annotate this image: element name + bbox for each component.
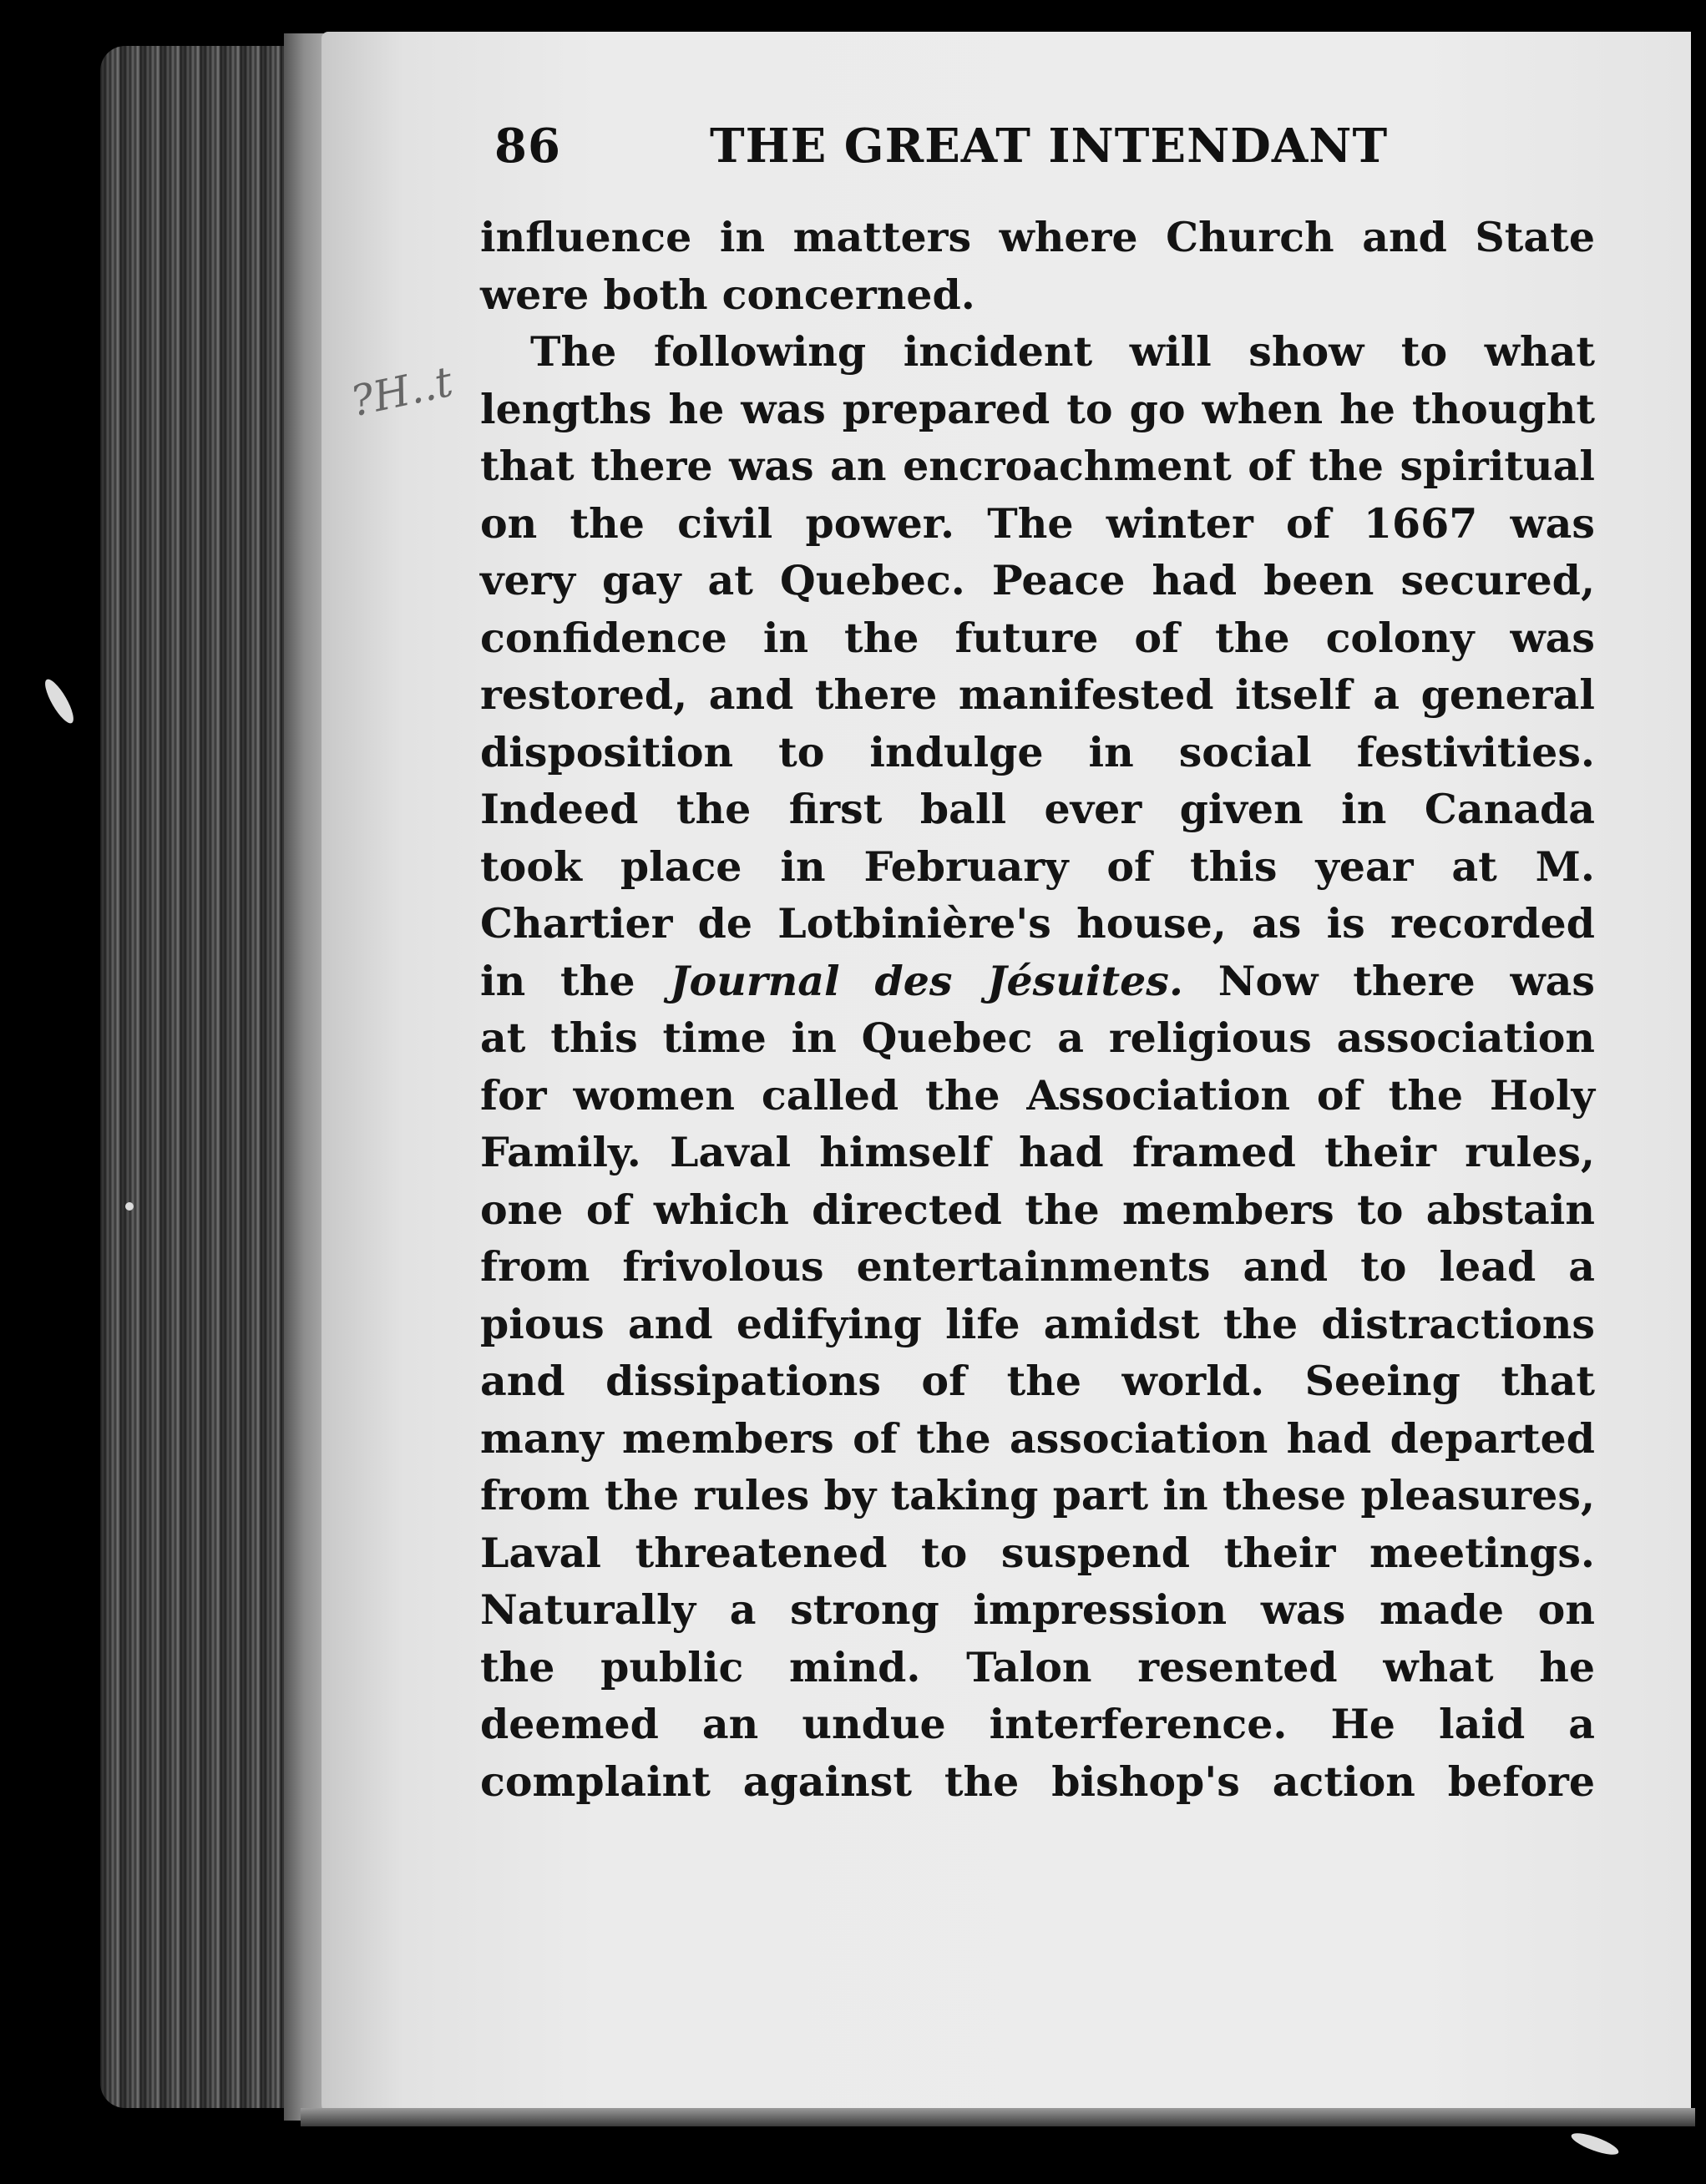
text-line-with-italic-title xyxy=(480,953,1595,1010)
text-line: and dissipations of the world. Seeing that xyxy=(480,1357,1595,1405)
text-line: Naturally a strong impression was made on xyxy=(480,1585,1595,1634)
text-line: pious and edifying life amidst the distractions xyxy=(480,1299,1595,1348)
text-line: took place in February of this year at M. xyxy=(480,842,1595,891)
page-number: 86 xyxy=(494,119,561,174)
book-bottom-edge xyxy=(301,2108,1695,2126)
text-line: influence in matters where Church and State xyxy=(480,213,1595,261)
text-line: were both concerned. xyxy=(480,270,975,319)
text-line: on the civil power. The winter of 1667 was xyxy=(480,498,1595,548)
text-line: that there was an encroachment of the spiritual xyxy=(480,442,1595,490)
text-line: very gay at Quebec. Peace had been secured, xyxy=(480,556,1595,604)
text-line: lengths he was prepared to go when he thought xyxy=(480,384,1595,433)
text-line: the public mind. Talon resented what he xyxy=(480,1642,1595,1691)
text-segment: Now there was xyxy=(1182,956,1595,1005)
scan-speck xyxy=(125,1202,134,1211)
text-line: deemed an undue interference. He laid a xyxy=(480,1700,1595,1748)
text-line: complaint against the bishop's action before xyxy=(480,1757,1595,1806)
text-line: one of which directed the members to abstain xyxy=(480,1185,1595,1234)
text-line: for women called the Association of the Holy xyxy=(480,1070,1595,1120)
scan-speck xyxy=(1569,2129,1621,2159)
running-title: THE GREAT INTENDANT xyxy=(710,119,1389,174)
text-line: many members of the association had departed xyxy=(480,1413,1595,1463)
text-line: Family. Laval himself had framed their rules, xyxy=(480,1128,1595,1176)
text-line: restored, and there manifested itself a general xyxy=(480,670,1595,719)
journal-title: Journal des Jésuites. xyxy=(670,956,1183,1005)
body-text xyxy=(480,209,1595,1810)
text-segment: in the xyxy=(480,956,671,1005)
text-line: Laval threatened to suspend their meetings. xyxy=(480,1528,1595,1577)
text-line: confidence in the future of the colony was xyxy=(480,613,1595,662)
text-line: at this time in Quebec a religious association xyxy=(480,1014,1595,1062)
text-line: The following incident will show to what xyxy=(530,327,1595,376)
handwritten-margin-note: ?H..t xyxy=(347,356,457,427)
text-line: from frivolous entertainments and to lead a xyxy=(480,1242,1595,1291)
scan-speck xyxy=(40,676,78,727)
text-line: Chartier de Lotbinière's house, as is recorded xyxy=(480,899,1595,948)
text-line: Indeed the first ball ever given in Canada xyxy=(480,785,1595,833)
text-line: from the rules by taking part in these pleasures, xyxy=(480,1471,1595,1519)
text-line: disposition to indulge in social festivities. xyxy=(480,727,1595,776)
